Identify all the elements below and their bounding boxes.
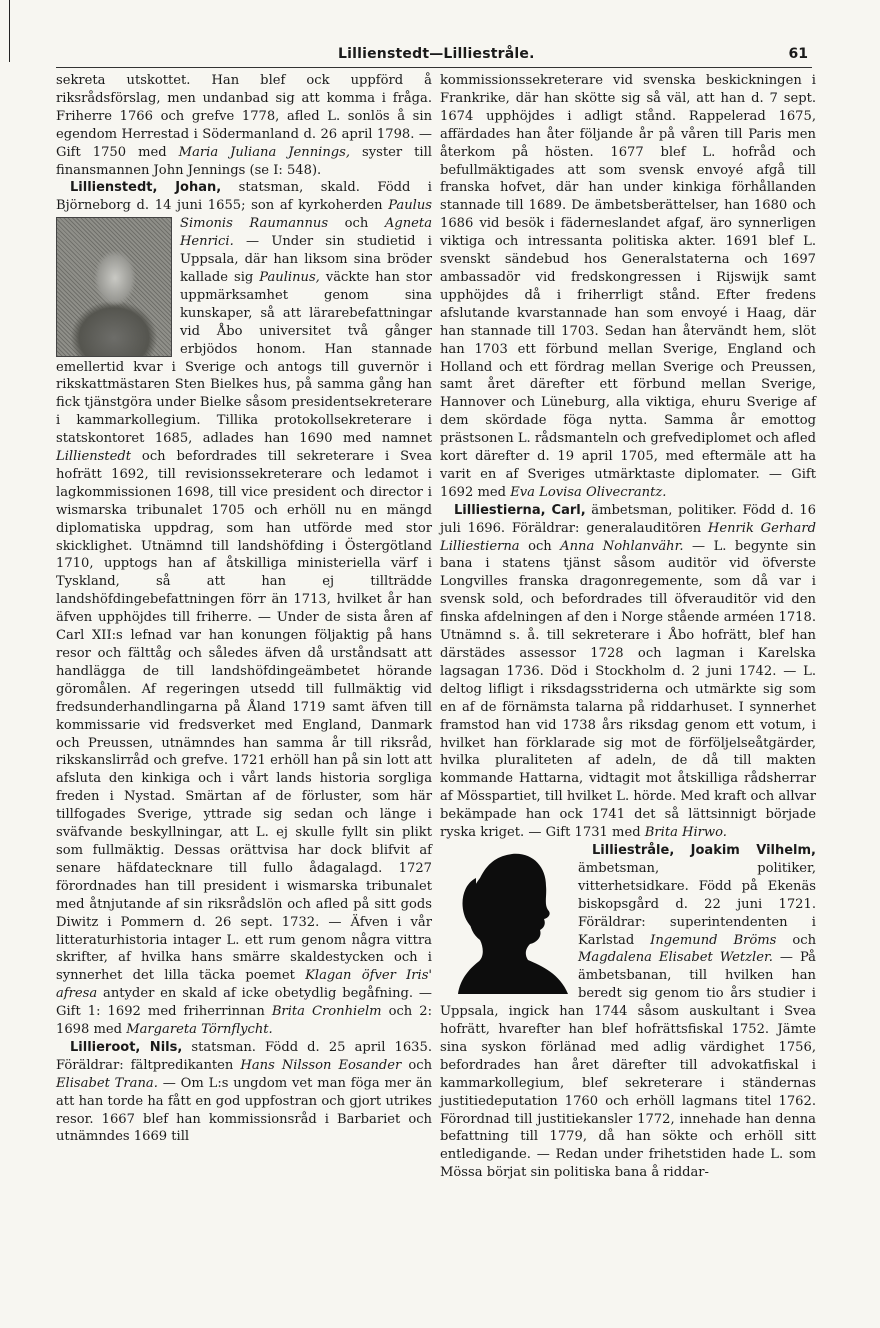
- headword: Lillienstedt, Johan,: [70, 180, 222, 196]
- silhouette-illustration: [440, 844, 570, 1002]
- continued-entry: sekreta utskottet. Han blef ock uppförd å riksrådsförslag, men undanbad sig att komma i fråga. Friherre 1766 och grefve 1778, afled L. sonlös å sin egendom Herrestad i Södermanland d. 26 april 1798. — Gift 1750 med Maria Juliana Jennings, syster till finansmannen John Jennings (se I: 548).: [56, 73, 432, 178]
- headword: Lilliestierna, Carl,: [454, 502, 586, 518]
- entry-lilliestierna-carl: Lilliestierna, Carl, ämbetsman, politiker. Född d. 16 juli 1696. Föräldrar: generalauditören Henrik Gerhard Lilliestierna och Anna Nohlanvähr. — L. begynte sin bana i statens tjänst såsom auditör vid öfverste Longvilles franska dragonregemente, som då var i svensk sold, och befordrades till öfverauditör vid den finska afdelningen af den i Norge stående arméen 1718. Utnämnd s. å. till sekreterare i Åbo hofrätt, blef han därstädes assessor 1728 och lagman i Karelska lagsagan 1736. Död i Stockholm d. 2 juni 1742. — L. deltog lifligt i riksdagsstriderna och utmärkte sig som en af de förnämsta talarna på riddarhuset. I synnerhet framstod han vid 1738 års riksdag genom ett votum, i hvilket han förklarade sig mot de förföljelseåtgärder, hvilka pluraliteten af adeln, de då till makten kommande Hattarna, vidtagit mot åtskilliga rådsherrar af Mösspartiet, till hvilket L. hörde. Med kraft och allvar bekämpade han ock 1741 det så lättsinnigt började ryska kriget. — Gift 1731 med Brita Hirwo.: [440, 502, 817, 841]
- headword: Lillieroot, Nils,: [70, 1039, 183, 1055]
- entry-lillienstedt-johan: Lillienstedt, Johan, statsman, skald. Född i Björneborg d. 14 juni 1655; son af kyrkoherden Paulus Simonis Raumannus och Agneta Henrici. — Under sin studietid i Uppsala, där han liksom sina bröder kallade sig Paulinus, väckte han stor uppmärksamhet genom sina kunskaper, så att lärarebefattningar vid Åbo universitet två gånger erbjödos honom. Han stannade emellertid kvar i Sverige och antogs till guvernör i rikskattmästaren Sten Bielkes hus, på samma gång han fick tjänstgöra under Bielke såsom presidentsekreterare i kammarkollegium. Tillika protokollsekreterare i statskontoret 1685, adlades han 1690 med namnet Lillienstedt och befordrades till sekreterare i Svea hofrätt 1692, till revisionssekreterare och ledamot i lagkommissionen 1698, till vice president och director i wismarska tribunalet 1705 och erhöll nu en mängd diplomatiska uppdrag, som han utförde med stor skicklighet. Utnämnd till landshöfding i Östergötland 1710, upptogs han af åtskilliga ministeriella värf i Tyskland, så att han ej tillträdde landshöfdingebefattningen förr än 1713, hvilket år han äfven upphöjdes till friherre. — Under de sista åren af Carl XII:s lefnad var han konungen följaktig på hans resor och fälttåg och således äfven då urståndsatt att handlägga de till landshöfdingeämbetet hörande göromålen. Af regeringen utsedd till fullmäktig vid fredsunderhandlingarna på Åland 1719 samt äfven till kommissarie vid fredsverket med England, Danmark och Preussen, utnämndes han samma år till riksråd, rikskanslirråd och grefve. 1721 erhöll han på sin lott att afsluta den kinkiga och i vårt lands historia sorgliga freden i Nystad. Smärtan af de förluster, som här tillfogades Sverige, yttrade sig sedan och länge i sväfvande beskyllningar, att L. ej skulle fyllt sin plikt som fullmäktig. Dessas orättvisa har dock blifvit af senare häfdatecknare till fullo ådagalagd. 1727 förordnades han till president i wismarska tribunalet med åtnjutande af sin riksrådslön och afled på sitt gods Diwitz i Pommern d. 26 sept. 1732. — Äfven i vår litteraturhistoria intager L. ett rum genom några vittra skrifter, af hvilka hans smärre skaldestycken och i synnerhet det lilla täcka poemet Klagan öfver Iris' afresa antyder en skald af icke obetydlig begåfning. — Gift 1: 1692 med friherrinnan Brita Cronhielm och 2: 1698 med Margareta Törnflycht.: [56, 180, 433, 1038]
- headword: Lilliestråle, Joakim Vilhelm,: [592, 842, 816, 858]
- portrait-image: [56, 217, 172, 357]
- running-title: Lillienstedt—Lilliestråle.: [338, 46, 535, 62]
- left-column: [56, 72, 432, 1146]
- portrait-illustration: [56, 217, 172, 357]
- header-rule: [56, 67, 812, 68]
- right-column: [440, 72, 816, 1182]
- running-header: [0, 46, 880, 66]
- silhouette-portrait: [454, 848, 570, 996]
- entry-lilliestrale-joakim: Lilliestråle, Joakim Vilhelm, ämbetsman, politiker, vitterhetsidkare. Född på Ekenäs biskopsgård d. 22 juni 1721. Föräldrar: superintendenten i Karlstad Ingemund Bröms och Magdalena Elisabet Wetzler. — På ämbetsbanan, till hvilken han beredt sig genom tio års studier i Uppsala, ingick han 1744 såsom auskultant i Svea hofrätt, hvarefter han blef hofrättsfiskal 1752. Jämte sina syskon förlänad med adlig värdighet 1756, befordrades han året därefter till advokatfiskal i kammarkollegium, blef sekreterare i ständernas justitiedeputation 1760 och erhöll lagmans titel 1762. Förordnad till justitiekansler 1772, innehade han denna befattning till 1779, då han sökte och erhöll sitt entledigande. — Redan under frihetstiden hade L. som Mössa börjat sin politiska bana å riddar-: [440, 842, 816, 1181]
- continued-entry-lillieroot: kommissionssekreterare vid svenska beskickningen i Frankrike, där han skötte sig så väl, att han d. 7 sept. 1674 upphöjdes i adligt stånd. Rappelerad 1675, affärdades han åter följande år på våren till Paris men återkom på hösten. 1677 blef L. hofråd och befullmäktigades att som svensk envoyé afgå till franska hofvet, där han under kinkiga förhållanden stannade till 1689. De ämbetsberättelser, han 1680 och 1686 vid besök i fäderneslandet afgaf, äro synnerligen viktiga och intressanta politiska akter. 1691 blef L. svenskt sändebud hos Generalstaterna och 1697 ambassadör vid fredskongressen i Rijswijk samt upphöjdes då i friherrligt stånd. Efter fredens afslutande kvarstannade han som envoyé i Haag, där han stannade till 1703. Sedan han återvändt hem, slöt han 1703 ett förbund mellan Sverige, England och Holland och ett fördrag mellan Sverige och Preussen, samt året därefter ett förbund mellan Sverige, Hannover och Lüneburg, alla viktiga, ehuru Sverige af dem skördade föga nytta. Samma år emottog prästsonen L. rådsmanteln och grefvediplomet och afled kort därefter d. 19 april 1705, med eftermäle att ha varit en af Sveriges utmärktaste diplomater. — Gift 1692 med Eva Lovisa Olivecrantz.: [440, 73, 816, 500]
- entry-lillieroot-nils: Lillieroot, Nils, statsman. Född d. 25 april 1635. Föräldrar: fältpredikanten Hans Nilsson Eosander och Elisabet Trana. — Om L:s ungdom vet man föga mer än att han torde ha fått en god uppfostran och gjort utrikes resor. 1667 blef han kommissionsråd i Barbariet och utnämndes 1669 till: [56, 1039, 432, 1145]
- page-number: 61: [788, 46, 808, 62]
